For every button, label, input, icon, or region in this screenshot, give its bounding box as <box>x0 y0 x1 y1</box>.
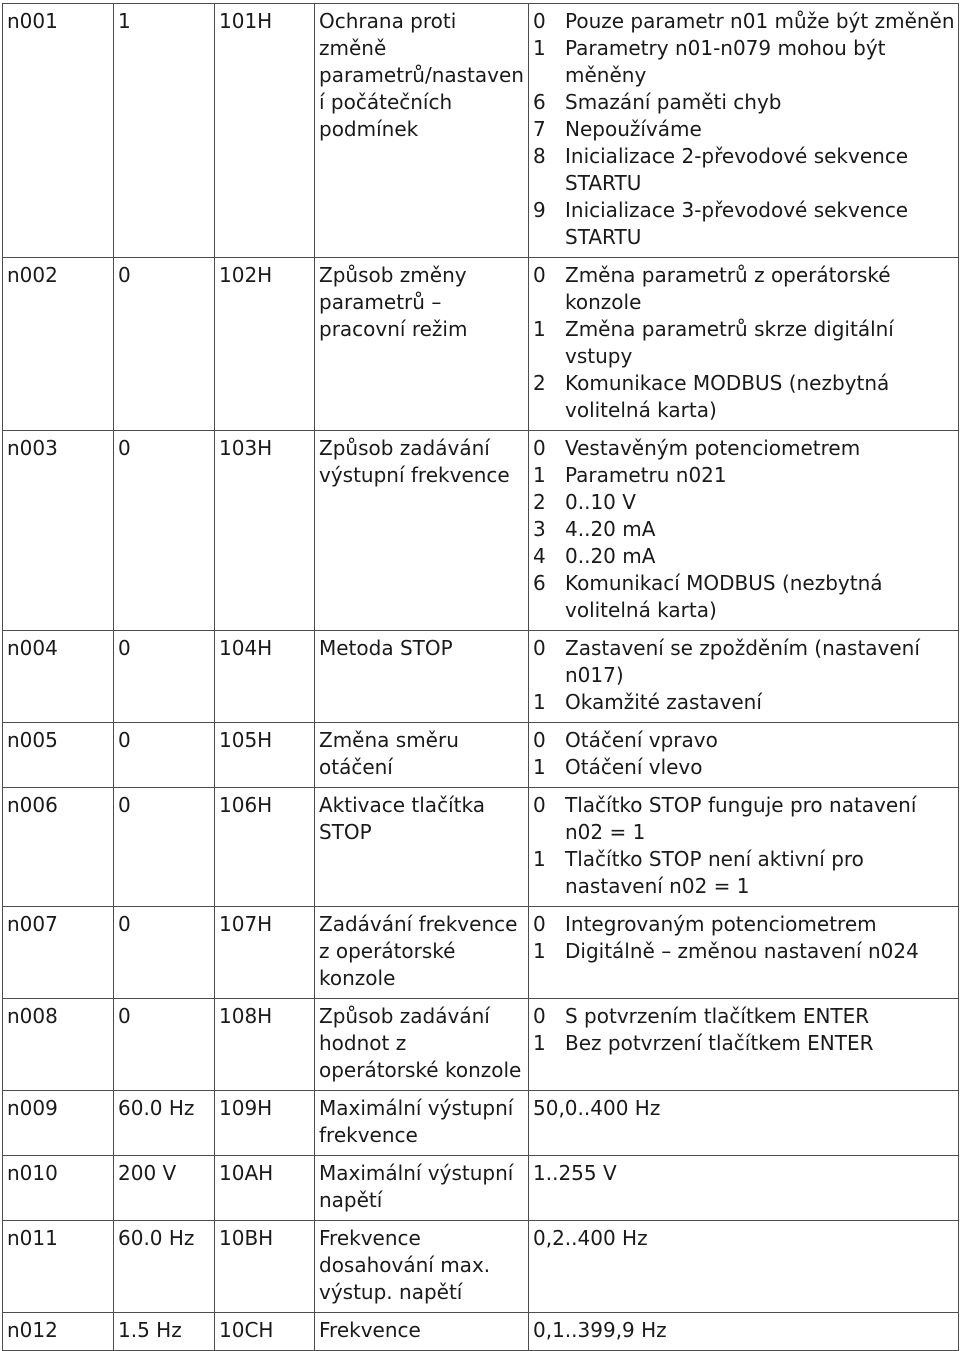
param-description <box>529 4 959 258</box>
param-description <box>529 431 959 631</box>
option-number: 1 <box>533 36 546 60</box>
param-name: Maximální výstupní napětí <box>315 1156 529 1221</box>
param-address: 108H <box>215 999 315 1091</box>
param-address: 10AH <box>215 1156 315 1221</box>
option-item <box>533 262 955 316</box>
option-item <box>533 635 955 689</box>
option-text: 4..20 mA <box>565 517 656 541</box>
param-description <box>529 1313 959 1351</box>
param-default: 0 <box>114 788 215 907</box>
table-row <box>3 723 959 788</box>
option-text: Parametru n021 <box>565 463 727 487</box>
option-number: 6 <box>533 90 546 114</box>
param-name: Aktivace tlačítka STOP <box>315 788 529 907</box>
option-item <box>533 754 955 781</box>
option-number: 9 <box>533 198 546 222</box>
option-number: 0 <box>533 263 546 287</box>
param-name: Způsob změny parametrů – pracovní režim <box>315 258 529 431</box>
param-range: 1..255 V <box>533 1161 617 1185</box>
param-code: n005 <box>3 723 114 788</box>
option-item <box>533 370 955 424</box>
option-item <box>533 911 955 938</box>
option-item <box>533 938 955 965</box>
param-name: Způsob zadávání výstupní frekvence <box>315 431 529 631</box>
param-name: Způsob zadávání hodnot z operátorské konzole <box>315 999 529 1091</box>
param-code: n006 <box>3 788 114 907</box>
option-text: Změna parametrů z operátorské konzole <box>565 263 891 314</box>
param-range: 50,0..400 Hz <box>533 1096 661 1120</box>
option-text: S potvrzením tlačítkem ENTER <box>565 1004 870 1028</box>
option-number: 2 <box>533 371 546 395</box>
option-text: Parametry n01-n079 mohou být měněny <box>565 36 886 87</box>
option-number: 0 <box>533 1004 546 1028</box>
option-text: Tlačítko STOP není aktivní pro nastavení n02 = 1 <box>565 847 864 898</box>
option-item <box>533 116 955 143</box>
option-item <box>533 35 955 89</box>
param-range: 0,2..400 Hz <box>533 1226 648 1250</box>
param-address: 102H <box>215 258 315 431</box>
option-number: 6 <box>533 571 546 595</box>
option-item <box>533 435 955 462</box>
option-item <box>533 846 955 900</box>
option-number: 8 <box>533 144 546 168</box>
option-text: 0..10 V <box>565 490 636 514</box>
option-text: Smazání paměti chyb <box>565 90 782 114</box>
option-item <box>533 689 955 716</box>
option-number: 4 <box>533 544 546 568</box>
option-number: 0 <box>533 436 546 460</box>
param-address: 106H <box>215 788 315 907</box>
option-item <box>533 197 955 251</box>
param-description <box>529 1156 959 1221</box>
option-number: 1 <box>533 1031 546 1055</box>
option-item <box>533 543 955 570</box>
param-description <box>529 1221 959 1313</box>
param-default: 0 <box>114 907 215 999</box>
param-address: 105H <box>215 723 315 788</box>
option-item <box>533 727 955 754</box>
option-item <box>533 89 955 116</box>
param-address: 103H <box>215 431 315 631</box>
table-row <box>3 1156 959 1221</box>
option-item <box>533 462 955 489</box>
table-row <box>3 1091 959 1156</box>
option-text: Otáčení vlevo <box>565 755 703 779</box>
option-number: 0 <box>533 9 546 33</box>
table-row <box>3 999 959 1091</box>
option-text: Okamžité zastavení <box>565 690 762 714</box>
param-range: 0,1..399,9 Hz <box>533 1318 667 1342</box>
parameter-table-body <box>3 4 959 1351</box>
option-text: 0..20 mA <box>565 544 656 568</box>
table-row <box>3 907 959 999</box>
option-number: 1 <box>533 847 546 871</box>
option-item <box>533 516 955 543</box>
table-row <box>3 631 959 723</box>
option-text: Digitálně – změnou nastavení n024 <box>565 939 919 963</box>
param-default: 0 <box>114 723 215 788</box>
option-text: Integrovaným potenciometrem <box>565 912 877 936</box>
param-default: 60.0 Hz <box>114 1221 215 1313</box>
param-description <box>529 723 959 788</box>
param-default: 0 <box>114 631 215 723</box>
param-code: n011 <box>3 1221 114 1313</box>
param-code: n008 <box>3 999 114 1091</box>
option-text: Tlačítko STOP funguje pro natavení n02 = 1 <box>565 793 917 844</box>
option-number: 1 <box>533 463 546 487</box>
param-description <box>529 631 959 723</box>
param-code: n012 <box>3 1313 114 1351</box>
table-row <box>3 4 959 258</box>
param-description <box>529 907 959 999</box>
param-code: n004 <box>3 631 114 723</box>
param-default: 0 <box>114 258 215 431</box>
param-name: Zadávání frekvence z operátorské konzole <box>315 907 529 999</box>
param-default: 200 V <box>114 1156 215 1221</box>
table-row <box>3 788 959 907</box>
param-address: 109H <box>215 1091 315 1156</box>
param-code: n010 <box>3 1156 114 1221</box>
option-number: 1 <box>533 939 546 963</box>
option-text: Pouze parametr n01 může být změněn <box>565 9 955 33</box>
option-item <box>533 489 955 516</box>
option-number: 1 <box>533 755 546 779</box>
param-default: 1 <box>114 4 215 258</box>
option-item <box>533 1003 955 1030</box>
option-number: 0 <box>533 912 546 936</box>
option-number: 7 <box>533 117 546 141</box>
param-name: Frekvence dosahování max. výstup. napětí <box>315 1221 529 1313</box>
option-text: Vestavěným potenciometrem <box>565 436 861 460</box>
parameter-table <box>2 3 959 1351</box>
param-code: n007 <box>3 907 114 999</box>
option-text: Inicializace 2-převodové sekvence STARTU <box>565 144 909 195</box>
param-address: 107H <box>215 907 315 999</box>
option-item <box>533 8 955 35</box>
param-address: 104H <box>215 631 315 723</box>
param-description <box>529 999 959 1091</box>
param-address: 10CH <box>215 1313 315 1351</box>
option-text: Komunikace MODBUS (nezbytná volitelná karta) <box>565 371 890 422</box>
table-row <box>3 258 959 431</box>
param-default: 0 <box>114 431 215 631</box>
option-text: Komunikací MODBUS (nezbytná volitelná karta) <box>565 571 883 622</box>
option-number: 2 <box>533 490 546 514</box>
option-text: Změna parametrů skrze digitální vstupy <box>565 317 894 368</box>
table-row <box>3 1221 959 1313</box>
param-code: n003 <box>3 431 114 631</box>
option-text: Otáčení vpravo <box>565 728 718 752</box>
option-number: 0 <box>533 636 546 660</box>
table-row <box>3 1313 959 1351</box>
param-address: 10BH <box>215 1221 315 1313</box>
param-description <box>529 788 959 907</box>
param-name: Ochrana proti změně parametrů/nastavení počátečních podmínek <box>315 4 529 258</box>
param-default: 60.0 Hz <box>114 1091 215 1156</box>
option-number: 0 <box>533 793 546 817</box>
param-address: 101H <box>215 4 315 258</box>
table-row <box>3 431 959 631</box>
option-item <box>533 143 955 197</box>
option-number: 1 <box>533 317 546 341</box>
option-text: Zastavení se zpožděním (nastavení n017) <box>565 636 920 687</box>
option-text: Bez potvrzení tlačítkem ENTER <box>565 1031 874 1055</box>
param-default: 1.5 Hz <box>114 1313 215 1351</box>
param-description <box>529 258 959 431</box>
param-code: n001 <box>3 4 114 258</box>
param-description <box>529 1091 959 1156</box>
param-code: n009 <box>3 1091 114 1156</box>
param-code: n002 <box>3 258 114 431</box>
option-number: 0 <box>533 728 546 752</box>
param-name: Změna směru otáčení <box>315 723 529 788</box>
option-item <box>533 1030 955 1057</box>
param-name: Frekvence <box>315 1313 529 1351</box>
option-item <box>533 792 955 846</box>
option-number: 1 <box>533 690 546 714</box>
param-default: 0 <box>114 999 215 1091</box>
option-text: Inicializace 3-převodové sekvence STARTU <box>565 198 909 249</box>
param-name: Maximální výstupní frekvence <box>315 1091 529 1156</box>
option-text: Nepoužíváme <box>565 117 702 141</box>
option-number: 3 <box>533 517 546 541</box>
option-item <box>533 570 955 624</box>
param-name: Metoda STOP <box>315 631 529 723</box>
option-item <box>533 316 955 370</box>
